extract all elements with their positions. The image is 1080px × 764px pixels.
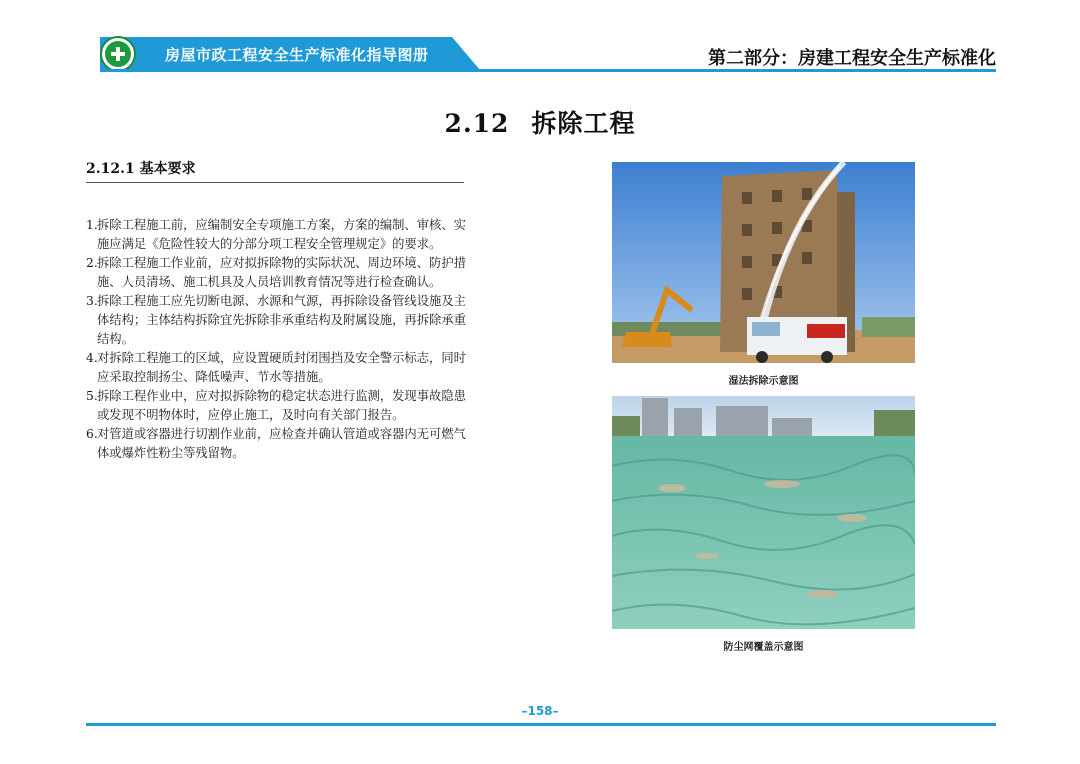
figure-caption: 湿法拆除示意图 bbox=[728, 376, 799, 387]
requirements-list bbox=[86, 216, 472, 463]
figure-caption: 防尘网覆盖示意图 bbox=[723, 642, 804, 653]
list-item: 3. 拆除工程施工应先切断电源、水源和气源，再拆除设备管线设施及主体结构；主体结构拆除宜先拆除非承重结构及附属设施，再拆除承重结构。 bbox=[86, 294, 466, 346]
header-rule bbox=[100, 69, 996, 72]
list-item: 1. 拆除工程施工前，应编制安全专项施工方案，方案的编制、审核、实施应满足《危险性较大的分部分项工程安全管理规定》的要求。 bbox=[86, 218, 466, 251]
section-name: 拆除工程 bbox=[531, 109, 636, 138]
subsection-title: 2.12.1 基本要求 bbox=[86, 161, 196, 177]
section-number: 2.12 bbox=[444, 109, 510, 138]
list-item: 5. 拆除工程作业中，应对拟拆除物的稳定状态进行监测，发现事故隐患或发现不明物体时，应停止施工，及时向有关部门报告。 bbox=[86, 389, 466, 422]
dust-net-cover-photo bbox=[612, 396, 915, 629]
section-title bbox=[0, 104, 1080, 140]
footer-rule bbox=[86, 723, 996, 726]
page-number: –158– bbox=[521, 704, 559, 718]
book-title: 房屋市政工程安全生产标准化指导图册 bbox=[165, 46, 429, 64]
list-item: 4. 对拆除工程施工的区域，应设置硬质封闭围挡及安全警示标志，同时应采取控制扬尘、降低噪声、节水等措施。 bbox=[86, 351, 466, 384]
safety-cross-logo-icon bbox=[100, 36, 136, 72]
part-title: 第二部分：房建工程安全生产标准化 bbox=[708, 48, 996, 69]
list-item: 2. 拆除工程施工作业前，应对拟拆除物的实际状况、周边环境、防护措施、人员清场、施工机具及人员培训教育情况等进行检查确认。 bbox=[86, 256, 466, 289]
subsection-rule bbox=[86, 182, 464, 183]
wet-demolition-photo bbox=[612, 162, 915, 363]
list-item: 6. 对管道或容器进行切割作业前，应检查并确认管道或容器内无可燃气体或爆炸性粉尘等残留物。 bbox=[86, 427, 466, 460]
